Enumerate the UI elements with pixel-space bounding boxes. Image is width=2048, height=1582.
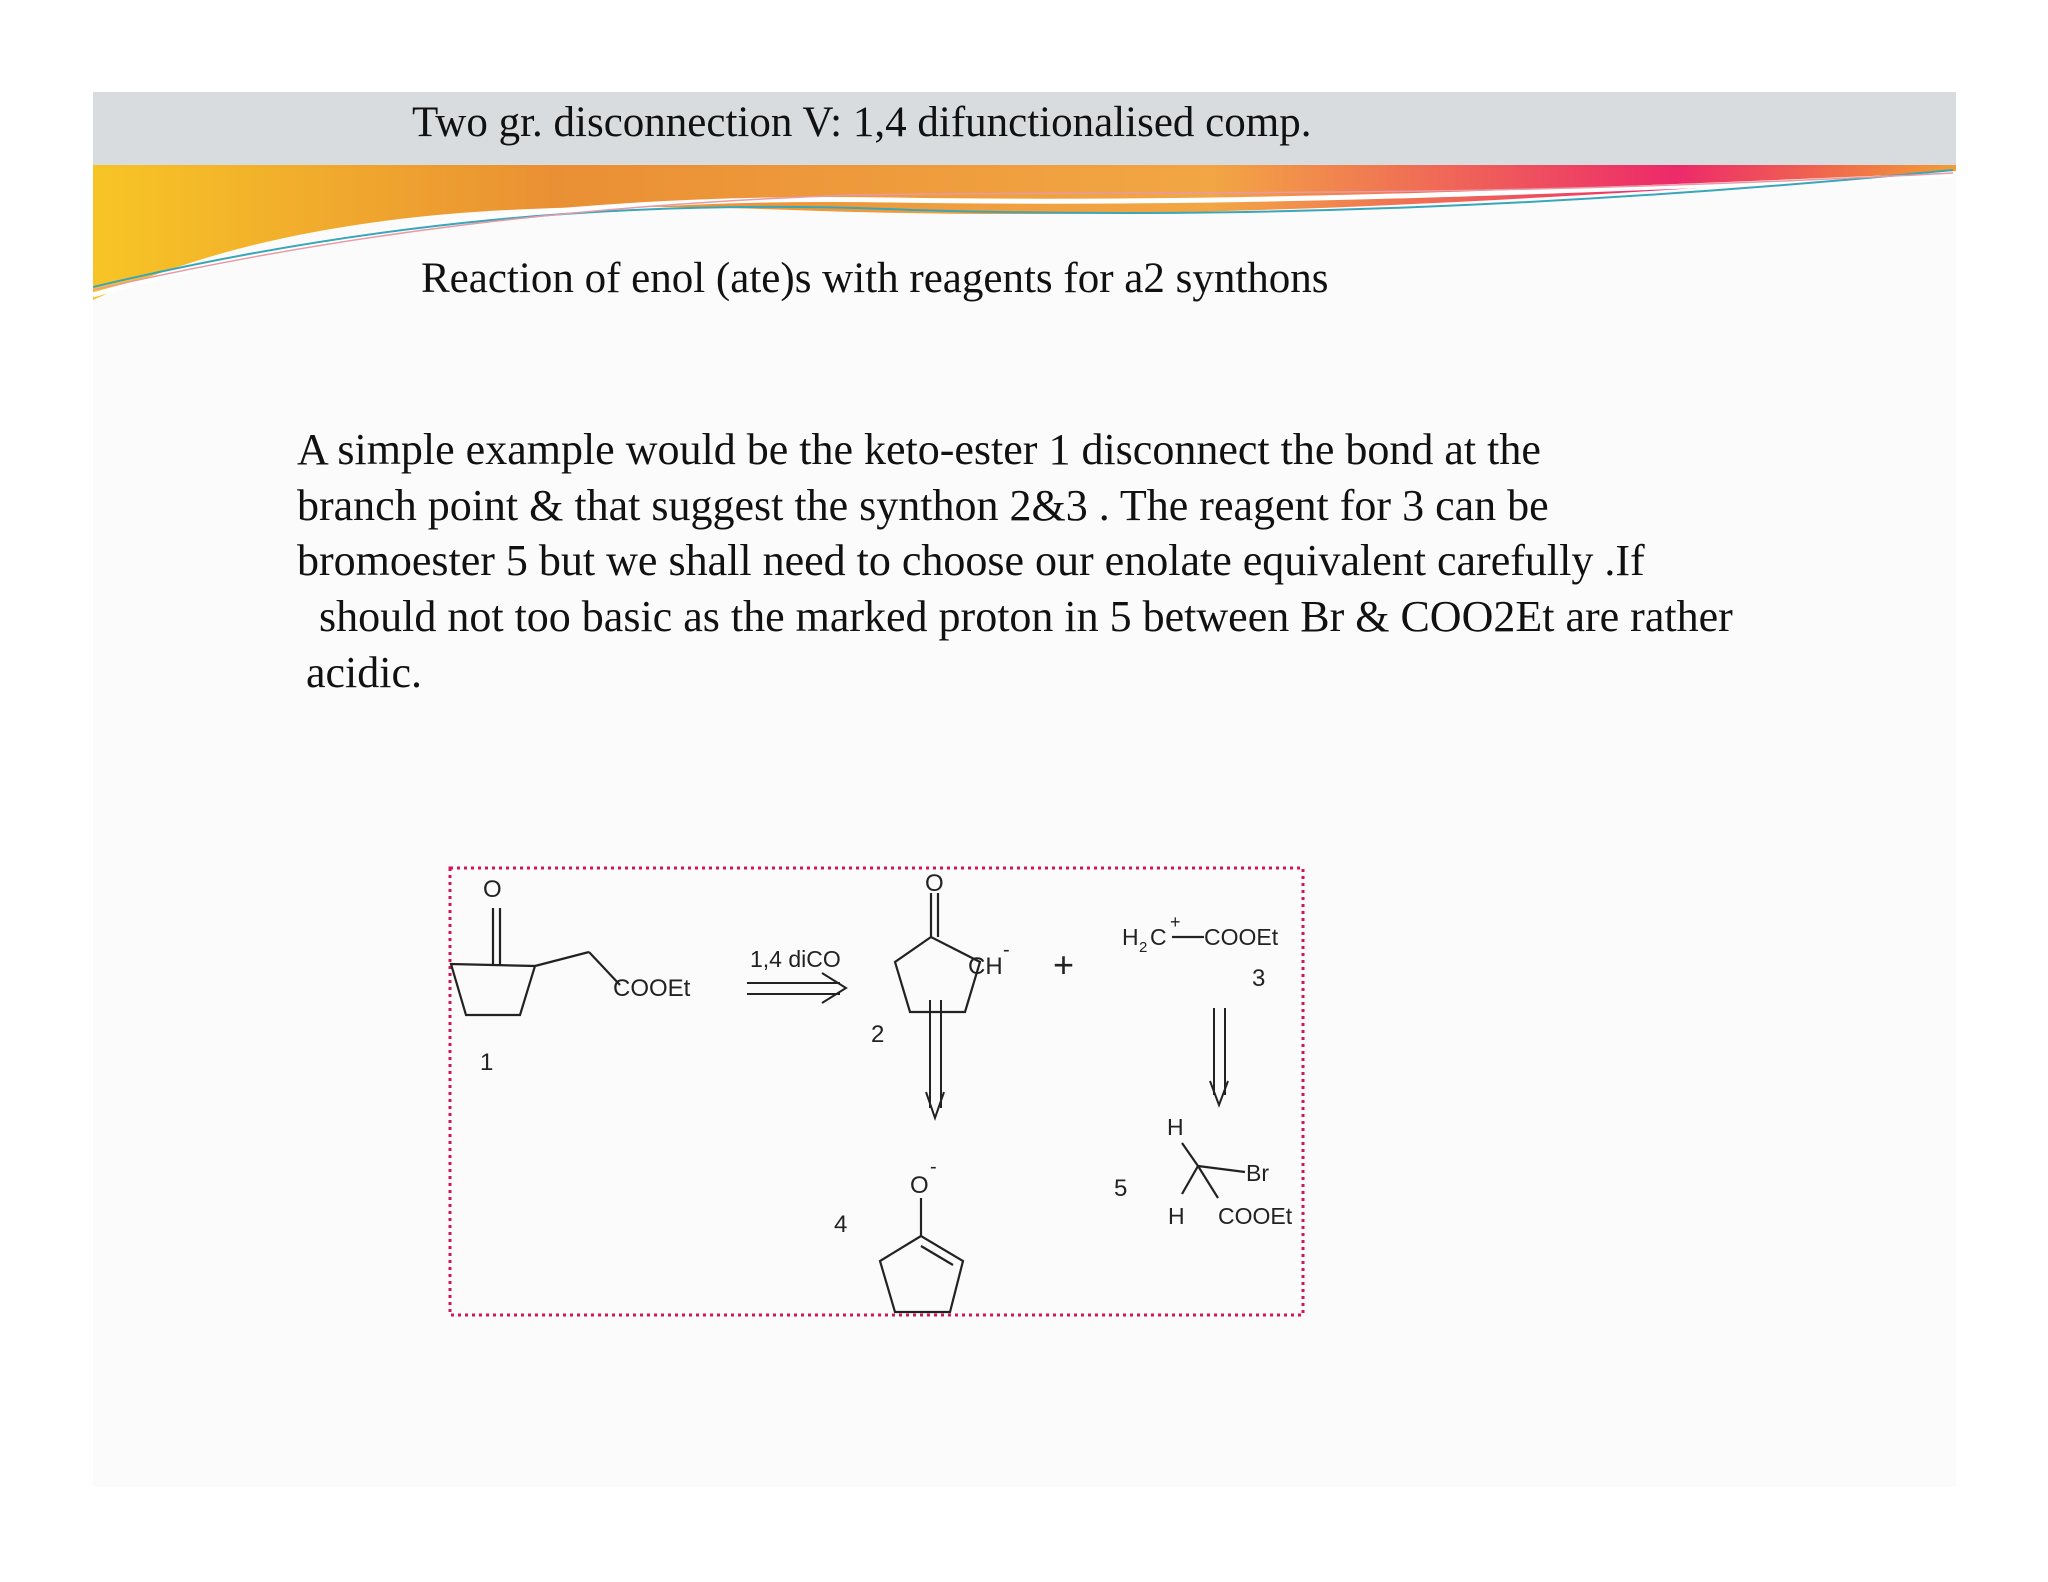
compound-5-number: 5	[1114, 1175, 1128, 1202]
paragraph-line-4: should not too basic as the marked proton in 5 between Br & COO2Et are rather	[319, 592, 1733, 641]
compound-5	[1182, 1143, 1245, 1198]
compound-4-charge: -	[930, 1156, 937, 1178]
compound-5-h-bottom: H	[1168, 1203, 1185, 1229]
compound-3-h: H	[1122, 924, 1139, 950]
compound-5-ester: COOEt	[1218, 1203, 1293, 1229]
compound-4-oxygen: O	[910, 1172, 929, 1199]
compound-4	[880, 1198, 963, 1312]
compound-3-carbon: C	[1150, 924, 1167, 950]
compound-1-ester: COOEt	[613, 975, 691, 1002]
compound-1-number: 1	[480, 1049, 494, 1076]
compound-1	[451, 908, 620, 1015]
compound-3-ester: COOEt	[1204, 924, 1279, 950]
retrosynthesis-arrow-down-3	[1210, 1008, 1228, 1105]
compound-3-subscript: 2	[1139, 939, 1148, 956]
paragraph-line-1: A simple example would be the keto-ester 1 disconnect the bond at the	[297, 425, 1541, 474]
paragraph-line-2: branch point & that suggest the synthon 2&3 . The reagent for 3 can be	[297, 481, 1549, 530]
paragraph-line-3: bromoester 5 but we shall need to choose our enolate equivalent carefully .If	[297, 536, 1645, 585]
compound-2-number: 2	[871, 1021, 885, 1048]
compound-3-number: 3	[1252, 965, 1266, 992]
compound-4-number: 4	[834, 1211, 848, 1238]
scheme-border	[450, 868, 1303, 1315]
plus-sign: +	[1053, 944, 1075, 985]
retrosynthesis-arrow-down-2	[926, 1000, 944, 1118]
compound-5-h-top: H	[1167, 1114, 1184, 1140]
compound-5-bromine: Br	[1246, 1160, 1269, 1186]
paragraph-line-5: acidic.	[306, 648, 423, 697]
slide-subtitle: Reaction of enol (ate)s with reagents for a2 synthons	[421, 255, 1329, 302]
compound-2-oxygen: O	[925, 870, 944, 897]
compound-3-charge: +	[1170, 912, 1181, 932]
retrosynthesis-arrow-right	[747, 973, 846, 1003]
disconnection-label: 1,4 diCO	[750, 946, 841, 972]
compound-2-charge: -	[1003, 939, 1010, 961]
compound-2-carbanion: CH	[968, 953, 1003, 980]
compound-1-oxygen: O	[483, 876, 502, 903]
slide-title: Two gr. disconnection V: 1,4 difunctionalised comp.	[412, 99, 1312, 146]
